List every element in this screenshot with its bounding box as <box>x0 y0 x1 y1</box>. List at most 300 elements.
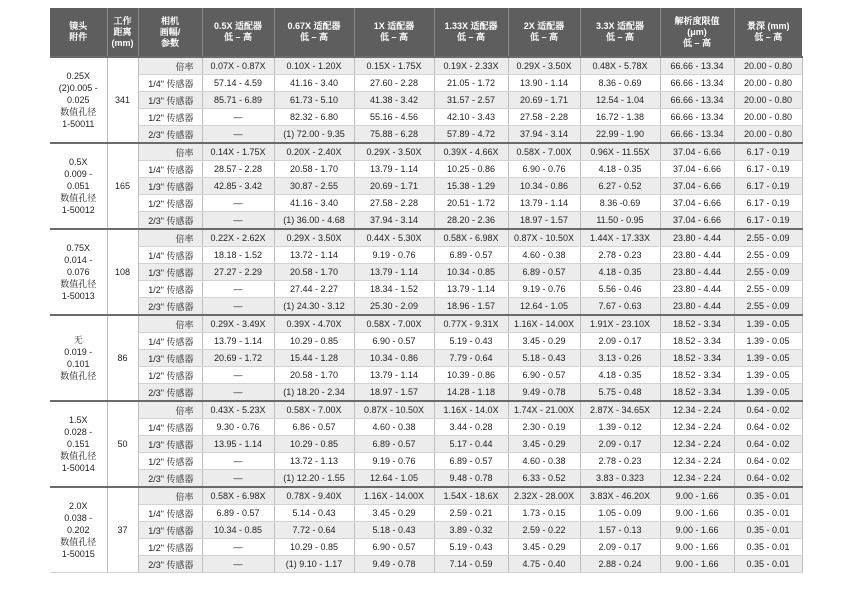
parameter-label-cell: 1/3" 传感器 <box>138 264 202 281</box>
value-cell: 20.51 - 1.72 <box>434 195 508 212</box>
column-header-line: (mm) <box>111 37 134 48</box>
value-cell: 0.35 - 0.01 <box>734 522 802 539</box>
value-cell: 13.79 - 1.14 <box>354 264 434 281</box>
lens-attachment-line: 1-50012 <box>61 205 95 215</box>
table-row <box>50 75 802 92</box>
value-cell: 55.16 - 4.56 <box>354 109 434 126</box>
value-cell: 0.58X - 7.00X <box>508 143 580 161</box>
value-cell: 6.89 - 0.57 <box>434 453 508 470</box>
value-cell: (1) 18.20 - 2.34 <box>274 384 354 402</box>
column-header-line: 镜头 <box>69 21 88 31</box>
parameter-label-cell: 1/4" 传感器 <box>138 505 202 522</box>
parameter-label-cell: 1/3" 传感器 <box>138 92 202 109</box>
value-cell: 20.58 - 1.70 <box>274 264 354 281</box>
table-row <box>50 212 802 230</box>
value-cell: 12.54 - 1.04 <box>580 92 660 109</box>
value-cell: 1.44X - 17.33X <box>580 229 660 247</box>
value-cell: 2.09 - 0.17 <box>580 436 660 453</box>
parameter-label-cell: 2/3" 传感器 <box>138 556 202 573</box>
value-cell: 66.66 - 13.34 <box>660 57 734 75</box>
column-header-line: 附件 <box>69 32 88 42</box>
parameter-label-cell: 倍率 <box>138 487 202 505</box>
value-cell: 18.96 - 1.57 <box>434 298 508 316</box>
value-cell: 27.58 - 2.28 <box>508 109 580 126</box>
working-distance-cell: 50 <box>107 401 138 487</box>
value-cell: 6.90 - 0.76 <box>508 161 580 178</box>
table-row <box>50 109 802 126</box>
value-cell: 10.29 - 0.85 <box>274 333 354 350</box>
value-cell: 5.17 - 0.44 <box>434 436 508 453</box>
column-header <box>434 8 508 57</box>
value-cell: 9.19 - 0.76 <box>354 453 434 470</box>
value-cell: 9.00 - 1.66 <box>660 522 734 539</box>
column-header-line: 画幅/ <box>159 26 181 37</box>
value-cell: 0.29X - 3.50X <box>508 57 580 75</box>
parameter-label-cell: 1/3" 传感器 <box>138 436 202 453</box>
value-cell: 10.34 - 0.86 <box>508 178 580 195</box>
lens-attachment-line: 2.0X <box>68 501 88 511</box>
column-header <box>734 8 802 57</box>
parameter-label-cell: 倍率 <box>138 401 202 419</box>
value-cell: 1.57 - 0.13 <box>580 522 660 539</box>
value-cell: 2.87X - 34.65X <box>580 401 660 419</box>
value-cell: 20.00 - 0.80 <box>734 126 802 144</box>
value-cell: 9.00 - 1.66 <box>660 556 734 573</box>
parameter-label-cell: 1/4" 传感器 <box>138 161 202 178</box>
value-cell: 0.15X - 1.75X <box>354 57 434 75</box>
column-header <box>660 8 734 57</box>
value-cell: (1) 24.30 - 3.12 <box>274 298 354 316</box>
value-cell: — <box>202 556 274 573</box>
table-row <box>50 556 802 573</box>
value-cell: 18.52 - 3.34 <box>660 384 734 402</box>
working-distance-cell: 108 <box>107 229 138 315</box>
parameter-label-cell: 1/3" 传感器 <box>138 178 202 195</box>
header-row <box>50 8 802 57</box>
value-cell: — <box>202 298 274 316</box>
table-row <box>50 247 802 264</box>
value-cell: 10.29 - 0.85 <box>274 539 354 556</box>
column-header-line: 0.67X 适配器 <box>287 21 341 31</box>
value-cell: 7.72 - 0.64 <box>274 522 354 539</box>
value-cell: 7.14 - 0.59 <box>434 556 508 573</box>
value-cell: 23.80 - 4.44 <box>660 247 734 264</box>
value-cell: 0.29X - 3.50X <box>354 143 434 161</box>
value-cell: 11.50 - 0.95 <box>580 212 660 230</box>
value-cell: 66.66 - 13.34 <box>660 126 734 144</box>
value-cell: 0.77X - 9.31X <box>434 315 508 333</box>
value-cell: 9.19 - 0.76 <box>354 247 434 264</box>
value-cell: 3.13 - 0.26 <box>580 350 660 367</box>
value-cell: 0.07X - 0.87X <box>202 57 274 75</box>
value-cell: 75.88 - 6.28 <box>354 126 434 144</box>
value-cell: 0.39X - 4.66X <box>434 143 508 161</box>
value-cell: 41.16 - 3.40 <box>274 75 354 92</box>
value-cell: 0.35 - 0.01 <box>734 556 802 573</box>
value-cell: 18.52 - 3.34 <box>660 350 734 367</box>
value-cell: 30.87 - 2.55 <box>274 178 354 195</box>
column-header-line: 参数 <box>160 37 179 48</box>
value-cell: 0.58X - 6.98X <box>434 229 508 247</box>
value-cell: 9.00 - 1.66 <box>660 505 734 522</box>
working-distance-cell: 37 <box>107 487 138 573</box>
value-cell: 0.35 - 0.01 <box>734 505 802 522</box>
column-header <box>202 8 274 57</box>
column-header-line: (μm) <box>687 26 707 37</box>
value-cell: — <box>202 126 274 144</box>
table-row <box>50 419 802 436</box>
value-cell: 4.60 - 0.38 <box>354 419 434 436</box>
value-cell: 4.60 - 0.38 <box>508 453 580 470</box>
value-cell: 41.16 - 3.40 <box>274 195 354 212</box>
parameter-label-cell: 1/2" 传感器 <box>138 281 202 298</box>
column-header <box>138 8 202 57</box>
value-cell: 10.34 - 0.85 <box>202 522 274 539</box>
value-cell: 23.80 - 4.44 <box>660 298 734 316</box>
value-cell: 0.64 - 0.02 <box>734 470 802 488</box>
value-cell: 10.39 - 0.86 <box>434 367 508 384</box>
value-cell: 1.74X - 21.00X <box>508 401 580 419</box>
working-distance-cell: 341 <box>107 57 138 143</box>
table-row <box>50 57 802 75</box>
value-cell: 6.89 - 0.57 <box>202 505 274 522</box>
value-cell: 0.14X - 1.75X <box>202 143 274 161</box>
value-cell: 2.78 - 0.23 <box>580 247 660 264</box>
value-cell: 28.57 - 2.28 <box>202 161 274 178</box>
value-cell: 3.45 - 0.29 <box>508 333 580 350</box>
lens-attachment-line: 数值孔径 <box>60 279 97 289</box>
value-cell: 1.39 - 0.12 <box>580 419 660 436</box>
value-cell: 4.75 - 0.40 <box>508 556 580 573</box>
lens-attachment-line: 0.75X <box>66 243 91 253</box>
column-header-line: 低 – 高 <box>223 32 252 42</box>
value-cell: 0.58X - 7.00X <box>274 401 354 419</box>
value-cell: 0.22X - 2.62X <box>202 229 274 247</box>
lens-attachment-cell <box>50 315 107 401</box>
column-header-line: 0.5X 适配器 <box>213 21 262 31</box>
value-cell: 41.38 - 3.42 <box>354 92 434 109</box>
value-cell: 20.69 - 1.71 <box>508 92 580 109</box>
parameter-label-cell: 1/3" 传感器 <box>138 522 202 539</box>
value-cell: 6.33 - 0.52 <box>508 470 580 488</box>
lens-attachment-line: 1-50015 <box>61 549 95 559</box>
value-cell: 20.00 - 0.80 <box>734 109 802 126</box>
table-row <box>50 229 802 247</box>
value-cell: 3.44 - 0.28 <box>434 419 508 436</box>
lens-attachment-line: 1-50014 <box>61 463 95 473</box>
working-distance-cell: 86 <box>107 315 138 401</box>
value-cell: 15.38 - 1.29 <box>434 178 508 195</box>
value-cell: — <box>202 109 274 126</box>
table-body <box>50 57 802 573</box>
lens-attachment-line: 0.014 - <box>64 255 93 265</box>
parameter-label-cell: 1/2" 传感器 <box>138 539 202 556</box>
value-cell: 0.39X - 4.70X <box>274 315 354 333</box>
column-header-line: 景深 (mm) <box>747 21 790 31</box>
column-header-line: 1X 适配器 <box>373 21 415 31</box>
value-cell: 85.71 - 6.89 <box>202 92 274 109</box>
value-cell: 20.69 - 1.72 <box>202 350 274 367</box>
table-row <box>50 539 802 556</box>
parameter-label-cell: 1/4" 传感器 <box>138 333 202 350</box>
value-cell: 1.16X - 14.00X <box>354 487 434 505</box>
value-cell: 2.55 - 0.09 <box>734 298 802 316</box>
parameter-label-cell: 2/3" 传感器 <box>138 470 202 488</box>
parameter-label-cell: 1/4" 传感器 <box>138 247 202 264</box>
value-cell: 3.83 - 0.323 <box>580 470 660 488</box>
value-cell: 10.25 - 0.86 <box>434 161 508 178</box>
value-cell: 0.10X - 1.20X <box>274 57 354 75</box>
value-cell: 57.14 - 4.59 <box>202 75 274 92</box>
table-row <box>50 487 802 505</box>
lens-attachment-cell <box>50 57 107 143</box>
lens-attachment-cell <box>50 487 107 573</box>
table-row <box>50 333 802 350</box>
value-cell: 6.27 - 0.52 <box>580 178 660 195</box>
parameter-label-cell: 2/3" 传感器 <box>138 126 202 144</box>
value-cell: 1.39 - 0.05 <box>734 350 802 367</box>
value-cell: 6.17 - 0.19 <box>734 195 802 212</box>
value-cell: 13.79 - 1.14 <box>354 367 434 384</box>
value-cell: 5.14 - 0.43 <box>274 505 354 522</box>
value-cell: 6.89 - 0.57 <box>434 247 508 264</box>
value-cell: 37.94 - 3.14 <box>354 212 434 230</box>
value-cell: — <box>202 195 274 212</box>
lens-attachment-line: 0.051 <box>66 181 90 191</box>
value-cell: 2.55 - 0.09 <box>734 229 802 247</box>
value-cell: 4.18 - 0.35 <box>580 264 660 281</box>
table-row <box>50 436 802 453</box>
value-cell: 2.30 - 0.19 <box>508 419 580 436</box>
parameter-label-cell: 1/3" 传感器 <box>138 350 202 367</box>
parameter-label-cell: 2/3" 传感器 <box>138 384 202 402</box>
value-cell: 0.44X - 5.30X <box>354 229 434 247</box>
column-header-line: 工作 <box>113 15 132 26</box>
value-cell: 16.72 - 1.38 <box>580 109 660 126</box>
value-cell: 0.29X - 3.50X <box>274 229 354 247</box>
parameter-label-cell: 1/2" 传感器 <box>138 453 202 470</box>
value-cell: 9.49 - 0.78 <box>354 556 434 573</box>
value-cell: (1) 36.00 - 4.68 <box>274 212 354 230</box>
value-cell: — <box>202 212 274 230</box>
lens-attachment-line: 0.202 <box>66 525 90 535</box>
value-cell: (1) 9.10 - 1.17 <box>274 556 354 573</box>
lens-attachment-line: 数值孔径 <box>60 371 97 381</box>
table-row <box>50 264 802 281</box>
value-cell: 3.89 - 0.32 <box>434 522 508 539</box>
value-cell: 7.67 - 0.63 <box>580 298 660 316</box>
value-cell: 0.64 - 0.02 <box>734 436 802 453</box>
value-cell: 37.04 - 6.66 <box>660 143 734 161</box>
column-header <box>580 8 660 57</box>
table-row <box>50 92 802 109</box>
value-cell: 18.52 - 3.34 <box>660 315 734 333</box>
lens-attachment-line: 1-50013 <box>61 291 95 301</box>
column-header-line: 低 – 高 <box>456 32 485 42</box>
value-cell: 1.39 - 0.05 <box>734 333 802 350</box>
value-cell: 20.00 - 0.80 <box>734 57 802 75</box>
value-cell: 20.00 - 0.80 <box>734 92 802 109</box>
table-row <box>50 195 802 212</box>
value-cell: 13.95 - 1.14 <box>202 436 274 453</box>
lens-attachment-line: (2)0.005 - <box>58 83 98 93</box>
parameter-label-cell: 1/2" 传感器 <box>138 109 202 126</box>
value-cell: 37.04 - 6.66 <box>660 161 734 178</box>
value-cell: 1.05 - 0.09 <box>580 505 660 522</box>
value-cell: 61.73 - 5.10 <box>274 92 354 109</box>
value-cell: 2.32X - 28.00X <box>508 487 580 505</box>
column-header <box>508 8 580 57</box>
lens-attachment-line: 数值孔径 <box>60 537 97 547</box>
table-header <box>50 8 802 57</box>
value-cell: 0.64 - 0.02 <box>734 453 802 470</box>
lens-attachment-line: 0.019 - <box>64 347 93 357</box>
value-cell: 12.64 - 1.05 <box>354 470 434 488</box>
table-row <box>50 298 802 316</box>
value-cell: 3.45 - 0.29 <box>354 505 434 522</box>
value-cell: 1.91X - 23.10X <box>580 315 660 333</box>
value-cell: 37.04 - 6.66 <box>660 195 734 212</box>
column-header-line: 3.3X 适配器 <box>595 21 644 31</box>
value-cell: 8.36 -0.69 <box>580 195 660 212</box>
value-cell: 2.09 - 0.17 <box>580 333 660 350</box>
working-distance-cell: 165 <box>107 143 138 229</box>
spec-table-container <box>50 8 802 573</box>
lens-attachment-line: 0.038 - <box>64 513 93 523</box>
value-cell: 27.27 - 2.29 <box>202 264 274 281</box>
value-cell: 20.58 - 1.70 <box>274 367 354 384</box>
lens-attachment-line: 数值孔径 <box>60 451 97 461</box>
value-cell: 6.17 - 0.19 <box>734 178 802 195</box>
value-cell: 6.17 - 0.19 <box>734 161 802 178</box>
value-cell: 0.87X - 10.50X <box>354 401 434 419</box>
lens-attachment-line: 0.028 - <box>64 427 93 437</box>
value-cell: 2.55 - 0.09 <box>734 281 802 298</box>
value-cell: — <box>202 453 274 470</box>
lens-attachment-line: 0.101 <box>66 359 90 369</box>
value-cell: 9.48 - 0.78 <box>434 470 508 488</box>
parameter-label-cell: 倍率 <box>138 229 202 247</box>
value-cell: 9.30 - 0.76 <box>202 419 274 436</box>
column-header <box>354 8 434 57</box>
value-cell: 5.18 - 0.43 <box>354 522 434 539</box>
value-cell: 13.72 - 1.13 <box>274 453 354 470</box>
value-cell: 1.39 - 0.05 <box>734 367 802 384</box>
column-header-line: 低 – 高 <box>299 32 328 42</box>
value-cell: 15.44 - 1.28 <box>274 350 354 367</box>
value-cell: 2.59 - 0.21 <box>434 505 508 522</box>
value-cell: 13.90 - 1.14 <box>508 75 580 92</box>
value-cell: 23.80 - 4.44 <box>660 264 734 281</box>
column-header-line: 低 – 高 <box>754 32 783 42</box>
value-cell: — <box>202 367 274 384</box>
value-cell: 0.58X - 7.00X <box>354 315 434 333</box>
value-cell: 0.64 - 0.02 <box>734 401 802 419</box>
table-row <box>50 401 802 419</box>
value-cell: 12.34 - 2.24 <box>660 401 734 419</box>
value-cell: 13.72 - 1.14 <box>274 247 354 264</box>
value-cell: 14.28 - 1.18 <box>434 384 508 402</box>
column-header-line: 低 – 高 <box>605 32 634 42</box>
table-row <box>50 522 802 539</box>
lens-attachment-line: 数值孔径 <box>60 193 97 203</box>
value-cell: 6.89 - 0.57 <box>354 436 434 453</box>
value-cell: 37.04 - 6.66 <box>660 178 734 195</box>
value-cell: 12.34 - 2.24 <box>660 419 734 436</box>
value-cell: 0.64 - 0.02 <box>734 419 802 436</box>
value-cell: 6.90 - 0.57 <box>508 367 580 384</box>
table-row <box>50 505 802 522</box>
value-cell: 21.05 - 1.72 <box>434 75 508 92</box>
value-cell: 0.87X - 10.50X <box>508 229 580 247</box>
value-cell: 1.54X - 18.6X <box>434 487 508 505</box>
value-cell: 18.18 - 1.52 <box>202 247 274 264</box>
value-cell: (1) 72.00 - 9.35 <box>274 126 354 144</box>
column-header-line: 1.33X 适配器 <box>444 21 498 31</box>
lens-spec-table <box>50 8 803 573</box>
value-cell: 66.66 - 13.34 <box>660 75 734 92</box>
value-cell: 20.00 - 0.80 <box>734 75 802 92</box>
value-cell: 4.18 - 0.35 <box>580 367 660 384</box>
table-row <box>50 161 802 178</box>
column-header-line: 2X 适配器 <box>523 21 565 31</box>
value-cell: 42.85 - 3.42 <box>202 178 274 195</box>
lens-attachment-line: 0.25X <box>66 71 91 81</box>
value-cell: 10.34 - 0.86 <box>354 350 434 367</box>
lens-attachment-line: 1-50011 <box>62 119 95 129</box>
value-cell: 6.86 - 0.57 <box>274 419 354 436</box>
value-cell: 1.16X - 14.0X <box>434 401 508 419</box>
column-header-line: 低 – 高 <box>529 32 558 42</box>
value-cell: 12.64 - 1.05 <box>508 298 580 316</box>
value-cell: 0.20X - 2.40X <box>274 143 354 161</box>
value-cell: 12.34 - 2.24 <box>660 436 734 453</box>
lens-attachment-line: 1.5X <box>68 415 88 425</box>
lens-attachment-cell <box>50 229 107 315</box>
value-cell: 27.60 - 2.28 <box>354 75 434 92</box>
column-header-line: 解析度限值 <box>674 15 720 26</box>
parameter-label-cell: 2/3" 传感器 <box>138 298 202 316</box>
value-cell: 6.90 - 0.57 <box>354 333 434 350</box>
value-cell: 42.10 - 3.43 <box>434 109 508 126</box>
value-cell: 18.52 - 3.34 <box>660 367 734 384</box>
value-cell: 18.97 - 1.57 <box>508 212 580 230</box>
value-cell: 3.45 - 0.29 <box>508 539 580 556</box>
value-cell: 18.34 - 1.52 <box>354 281 434 298</box>
value-cell: 28.20 - 2.36 <box>434 212 508 230</box>
value-cell: 20.69 - 1.71 <box>354 178 434 195</box>
parameter-label-cell: 倍率 <box>138 315 202 333</box>
value-cell: 9.19 - 0.76 <box>508 281 580 298</box>
lens-attachment-cell <box>50 401 107 487</box>
parameter-label-cell: 1/4" 传感器 <box>138 419 202 436</box>
value-cell: 66.66 - 13.34 <box>660 92 734 109</box>
parameter-label-cell: 2/3" 传感器 <box>138 212 202 230</box>
value-cell: 10.34 - 0.85 <box>434 264 508 281</box>
table-row <box>50 350 802 367</box>
lens-attachment-line: 0.076 <box>66 267 90 277</box>
value-cell: 6.17 - 0.19 <box>734 212 802 230</box>
column-header-line: 距离 <box>113 26 132 37</box>
parameter-label-cell: 1/2" 传感器 <box>138 367 202 384</box>
value-cell: 0.19X - 2.33X <box>434 57 508 75</box>
value-cell: 6.90 - 0.57 <box>354 539 434 556</box>
value-cell: 1.16X - 14.00X <box>508 315 580 333</box>
value-cell: — <box>202 539 274 556</box>
value-cell: 6.89 - 0.57 <box>508 264 580 281</box>
value-cell: 2.88 - 0.24 <box>580 556 660 573</box>
table-row <box>50 315 802 333</box>
